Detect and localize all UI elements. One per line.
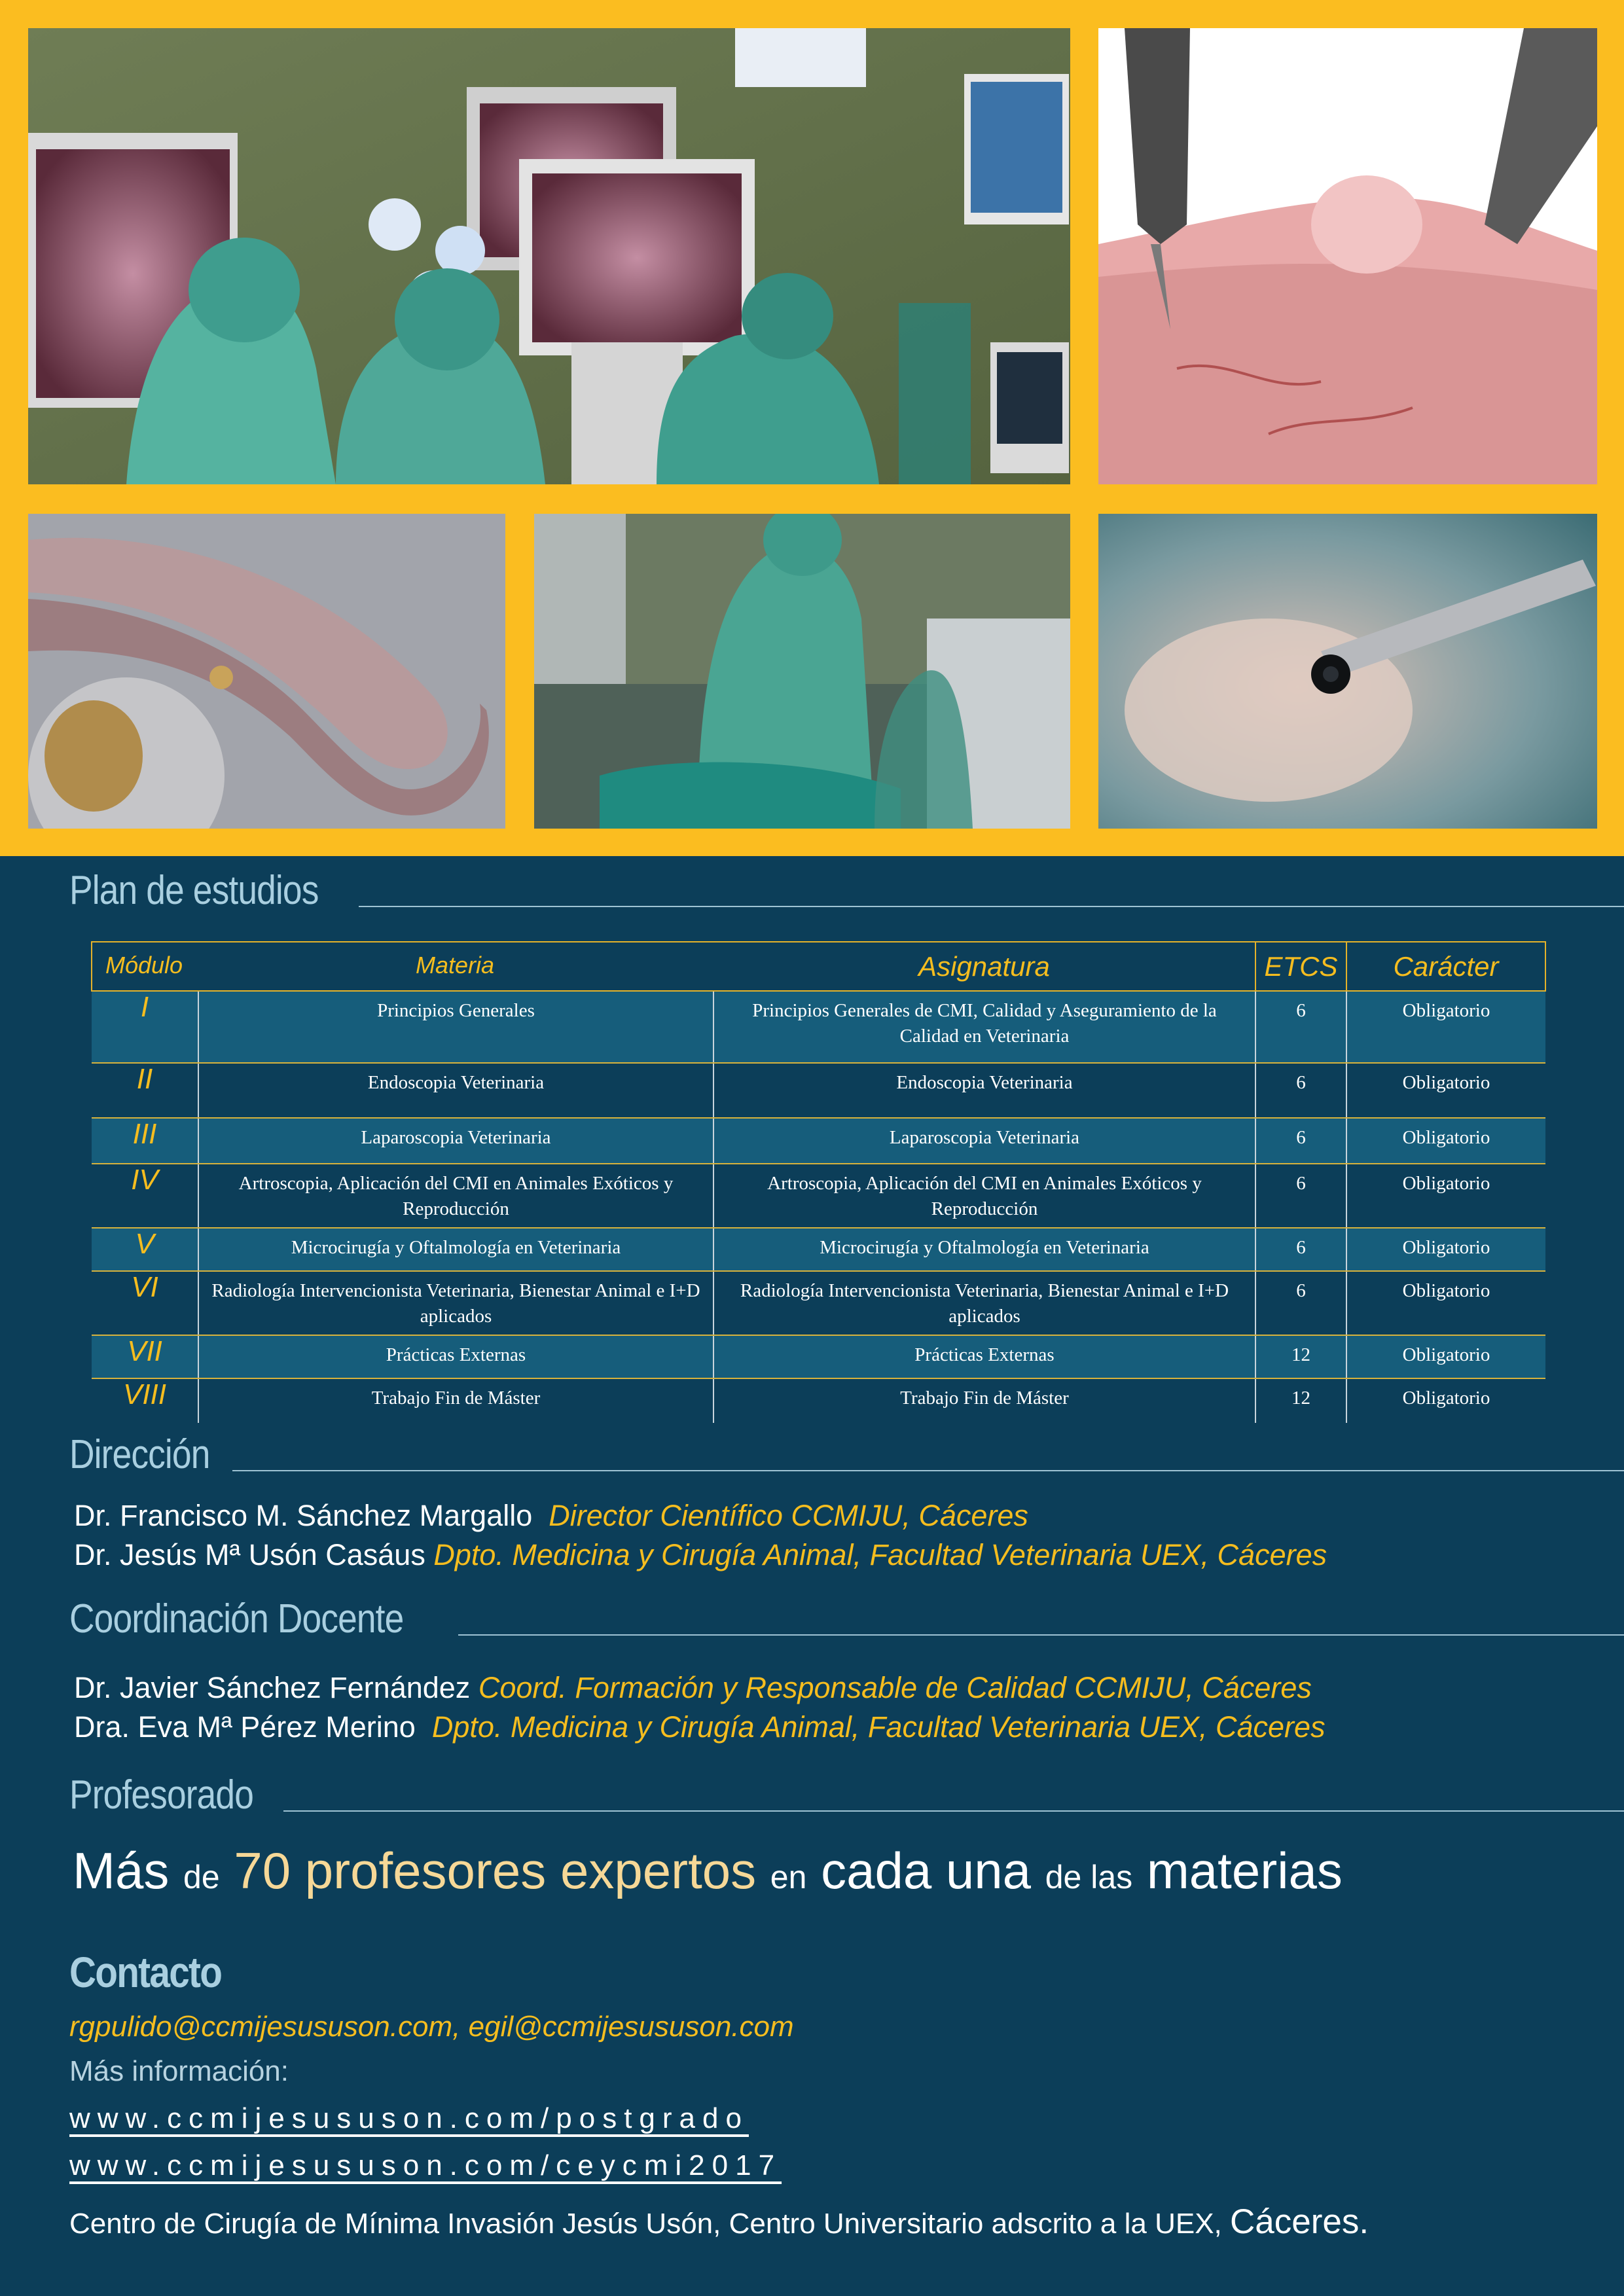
direccion-title: Dirección: [69, 1432, 210, 1477]
postgrado-link[interactable]: www.ccmijesususon.com/postgrado: [69, 2102, 749, 2134]
caracter-cell: Obligatorio: [1346, 1271, 1545, 1335]
etcs-cell: 6: [1255, 991, 1346, 1063]
tagline-highlight: 70 profesores expertos: [234, 1842, 757, 1899]
table-row: [92, 1164, 1545, 1228]
table-row: [92, 1063, 1545, 1118]
asignatura-cell: Principios Generales de CMI, Calidad y Aseguramiento de la Calidad en Veterinaria: [713, 991, 1255, 1063]
surgeon-photo: [534, 514, 1070, 829]
profesorado-title: Profesorado: [69, 1772, 254, 1818]
etcs-cell: 6: [1255, 1228, 1346, 1271]
etcs-cell: 12: [1255, 1335, 1346, 1378]
study-plan-table: [91, 941, 1546, 1423]
etcs-cell: 6: [1255, 1118, 1346, 1164]
person-name: Dra. Eva Mª Pérez Merino: [74, 1710, 416, 1744]
table-row: [92, 1228, 1545, 1271]
person-name: Dr. Francisco M. Sánchez Margallo: [74, 1499, 533, 1532]
module-number: VI: [92, 1271, 198, 1335]
coordinacion-title: Coordinación Docente: [69, 1596, 404, 1641]
tagline-word: cada una: [821, 1842, 1032, 1899]
header-asignatura: Asignatura: [713, 942, 1255, 991]
tagline-word: Más: [73, 1842, 170, 1899]
plan-heading: [69, 870, 1624, 911]
caracter-cell: Obligatorio: [1346, 991, 1545, 1063]
profesorado-heading: [69, 1772, 1624, 1818]
asignatura-cell: Prácticas Externas: [713, 1335, 1255, 1378]
table-row: [92, 1271, 1545, 1335]
heading-rule: [283, 1810, 1624, 1812]
etcs-cell: 12: [1255, 1378, 1346, 1423]
director-line: [74, 1538, 1327, 1572]
caracter-cell: Obligatorio: [1346, 1335, 1545, 1378]
asignatura-cell: Endoscopia Veterinaria: [713, 1063, 1255, 1118]
tagline-word: de las: [1045, 1859, 1133, 1895]
header-modulo: Módulo: [105, 952, 183, 978]
endoscope-tip-photo: [1098, 514, 1597, 829]
caracter-cell: Obligatorio: [1346, 1378, 1545, 1423]
materia-cell: Principios Generales: [198, 991, 713, 1063]
module-number: I: [92, 991, 198, 1063]
caracter-cell: Obligatorio: [1346, 1063, 1545, 1118]
tagline-word: materias: [1146, 1842, 1343, 1899]
materia-cell: Artroscopia, Aplicación del CMI en Animales Exóticos y Reproducción: [198, 1164, 713, 1228]
materia-cell: Microcirugía y Oftalmología en Veterinaria: [198, 1228, 713, 1271]
asignatura-cell: Artroscopia, Aplicación del CMI en Animales Exóticos y Reproducción: [713, 1164, 1255, 1228]
tagline-word: de: [183, 1859, 220, 1895]
header-modulo-materia: [92, 942, 713, 991]
center-city: Cáceres.: [1230, 2202, 1369, 2241]
table-row: [92, 1118, 1545, 1164]
direccion-heading: [69, 1432, 1624, 1477]
tagline-word: en: [770, 1859, 807, 1895]
table-row: [92, 991, 1545, 1063]
caracter-cell: Obligatorio: [1346, 1228, 1545, 1271]
module-number: IV: [92, 1164, 198, 1228]
materia-cell: Endoscopia Veterinaria: [198, 1063, 713, 1118]
laparoscopic-illustration: [1098, 28, 1597, 484]
person-role: Dpto. Medicina y Cirugía Animal, Facultad Veterinaria UEX, Cáceres: [433, 1538, 1327, 1571]
module-number: VII: [92, 1335, 198, 1378]
materia-cell: Prácticas Externas: [198, 1335, 713, 1378]
caracter-cell: Obligatorio: [1346, 1164, 1545, 1228]
coordinator-line: [74, 1671, 1312, 1705]
caracter-cell: Obligatorio: [1346, 1118, 1545, 1164]
table-row: [92, 1335, 1545, 1378]
heading-rule: [359, 906, 1624, 907]
ceycmi-link[interactable]: www.ccmijesususon.com/ceycmi2017: [69, 2149, 782, 2181]
person-role: Dpto. Medicina y Cirugía Animal, Facultad Veterinaria UEX, Cáceres: [431, 1710, 1326, 1744]
header-materia: Materia: [416, 952, 495, 978]
table-header-row: [92, 942, 1545, 991]
operating-room-photo: [28, 28, 1070, 484]
heading-rule: [232, 1470, 1624, 1471]
intestine-model-render: [28, 514, 505, 829]
materia-cell: Trabajo Fin de Máster: [198, 1378, 713, 1423]
module-number: II: [92, 1063, 198, 1118]
center-line: [69, 2202, 1369, 2242]
person-role: Director Científico CCMIJU, Cáceres: [549, 1499, 1028, 1532]
more-info-label: Más información:: [69, 2055, 289, 2087]
materia-cell: Laparoscopia Veterinaria: [198, 1118, 713, 1164]
header-caracter: Carácter: [1346, 942, 1545, 991]
center-text: Centro de Cirugía de Mínima Invasión Jesús Usón, Centro Universitario adscrito a la UEX,: [69, 2208, 1222, 2240]
asignatura-cell: Microcirugía y Oftalmología en Veterinaria: [713, 1228, 1255, 1271]
person-role: Coord. Formación y Responsable de Calidad CCMIJU, Cáceres: [478, 1671, 1312, 1704]
header-etcs: ETCS: [1255, 942, 1346, 991]
heading-rule: [458, 1634, 1624, 1636]
faculty-tagline: [73, 1841, 1343, 1901]
contacto-title: Contacto: [69, 1948, 222, 1996]
photo-collage: [0, 0, 1624, 856]
plan-title: Plan de estudios: [69, 868, 319, 913]
contact-emails[interactable]: rgpulido@ccmijesususon.com, egil@ccmijesususon.com: [69, 2011, 794, 2043]
module-number: V: [92, 1228, 198, 1271]
materia-cell: Radiología Intervencionista Veterinaria, Bienestar Animal e I+D aplicados: [198, 1271, 713, 1335]
asignatura-cell: Trabajo Fin de Máster: [713, 1378, 1255, 1423]
director-line: [74, 1499, 1028, 1533]
etcs-cell: 6: [1255, 1063, 1346, 1118]
asignatura-cell: Radiología Intervencionista Veterinaria, Bienestar Animal e I+D aplicados: [713, 1271, 1255, 1335]
table-row: [92, 1378, 1545, 1423]
asignatura-cell: Laparoscopia Veterinaria: [713, 1118, 1255, 1164]
person-name: Dr. Jesús Mª Usón Casáus: [74, 1538, 425, 1571]
person-name: Dr. Javier Sánchez Fernández: [74, 1671, 471, 1704]
coordinator-line: [74, 1710, 1326, 1744]
etcs-cell: 6: [1255, 1164, 1346, 1228]
etcs-cell: 6: [1255, 1271, 1346, 1335]
module-number: III: [92, 1118, 198, 1164]
module-number: VIII: [92, 1378, 198, 1423]
coordinacion-heading: [69, 1596, 1624, 1641]
